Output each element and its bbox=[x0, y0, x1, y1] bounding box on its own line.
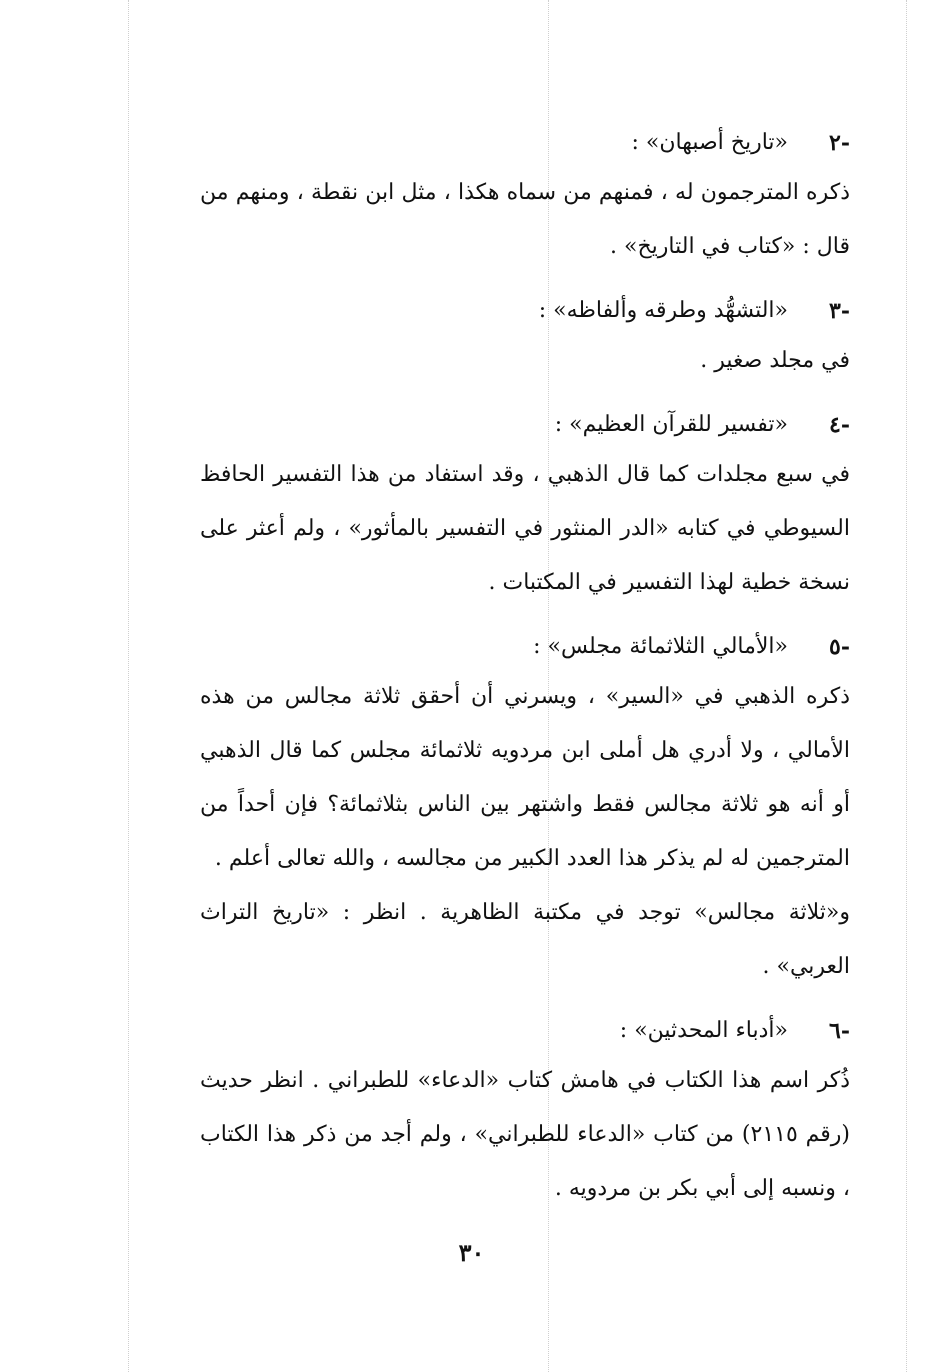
scan-fold-line bbox=[128, 0, 129, 1372]
entry-body bbox=[200, 448, 850, 610]
entry-number: -٣ bbox=[829, 298, 850, 324]
entry-body bbox=[200, 166, 850, 274]
entry-number: -٥ bbox=[829, 634, 850, 660]
entry-4 bbox=[130, 402, 850, 610]
entry-paragraph: ذكره المترجمون له ، فمنهم من سماه هكذا ، مثل ابن نقطة ، ومنهم من قال : «كتاب في التاريخ» . bbox=[200, 180, 850, 259]
entry-5 bbox=[130, 624, 850, 994]
entry-body bbox=[200, 334, 850, 388]
entry-title: «تاريخ أصبهان» : bbox=[631, 130, 788, 155]
entry-6 bbox=[130, 1008, 850, 1216]
entry-number: -٢ bbox=[829, 130, 850, 156]
entry-body bbox=[200, 670, 850, 994]
entry-heading bbox=[130, 120, 850, 166]
entry-3 bbox=[130, 288, 850, 388]
entry-2 bbox=[130, 120, 850, 274]
entry-paragraph: في مجلد صغير . bbox=[700, 348, 850, 373]
scan-fold-line bbox=[906, 0, 907, 1372]
entry-title: «الأمالي الثلاثمائة مجلس» : bbox=[533, 634, 788, 659]
entry-heading bbox=[130, 624, 850, 670]
entry-title: «أدباء المحدثين» : bbox=[619, 1018, 788, 1043]
entry-heading bbox=[130, 402, 850, 448]
entry-paragraph: و«ثلاثة مجالس» توجد في مكتبة الظاهرية . انظر : «تاريخ التراث العربي» . bbox=[200, 900, 850, 979]
entry-title: «التشهُّد وطرقه وألفاظه» : bbox=[538, 298, 788, 323]
page-content bbox=[130, 120, 850, 1216]
entry-paragraph: في سبع مجلدات كما قال الذهبي ، وقد استفاد من هذا التفسير الحافظ السيوطي في كتابه «الدر المنثور في التفسير بالمأثور» ، ولم أعثر على نسخة خطية لهذا التفسير في المكتبات . bbox=[200, 462, 850, 595]
entry-body bbox=[200, 1054, 850, 1216]
page-number: ٣٠ bbox=[458, 1238, 485, 1267]
entry-number: -٤ bbox=[829, 412, 850, 438]
entry-paragraph: ذكره الذهبي في «السير» ، ويسرني أن أحقق ثلاثة مجالس من هذه الأمالي ، ولا أدري هل أملى ابن مردويه ثلاثمائة مجلس كما قال الذهبي أو أنه هو ثلاثة مجالس فقط واشتهر بين الناس بثلاثمائة؟ فإن أحداً من المترجمين له لم يذكر هذا العدد الكبير من مجالسه ، والله تعالى أعلم . bbox=[200, 684, 850, 871]
entry-number: -٦ bbox=[829, 1018, 850, 1044]
entry-paragraph: ذُكر اسم هذا الكتاب في هامش كتاب «الدعاء» للطبراني . انظر حديث (رقم ٢١١٥) من كتاب «الدعاء للطبراني» ، ولم أجد من ذكر هذا الكتاب ، ونسبه إلى أبي بكر بن مردويه . bbox=[200, 1068, 850, 1201]
entry-heading bbox=[130, 288, 850, 334]
entry-heading bbox=[130, 1008, 850, 1054]
entry-title: «تفسير للقرآن العظيم» : bbox=[554, 412, 788, 437]
